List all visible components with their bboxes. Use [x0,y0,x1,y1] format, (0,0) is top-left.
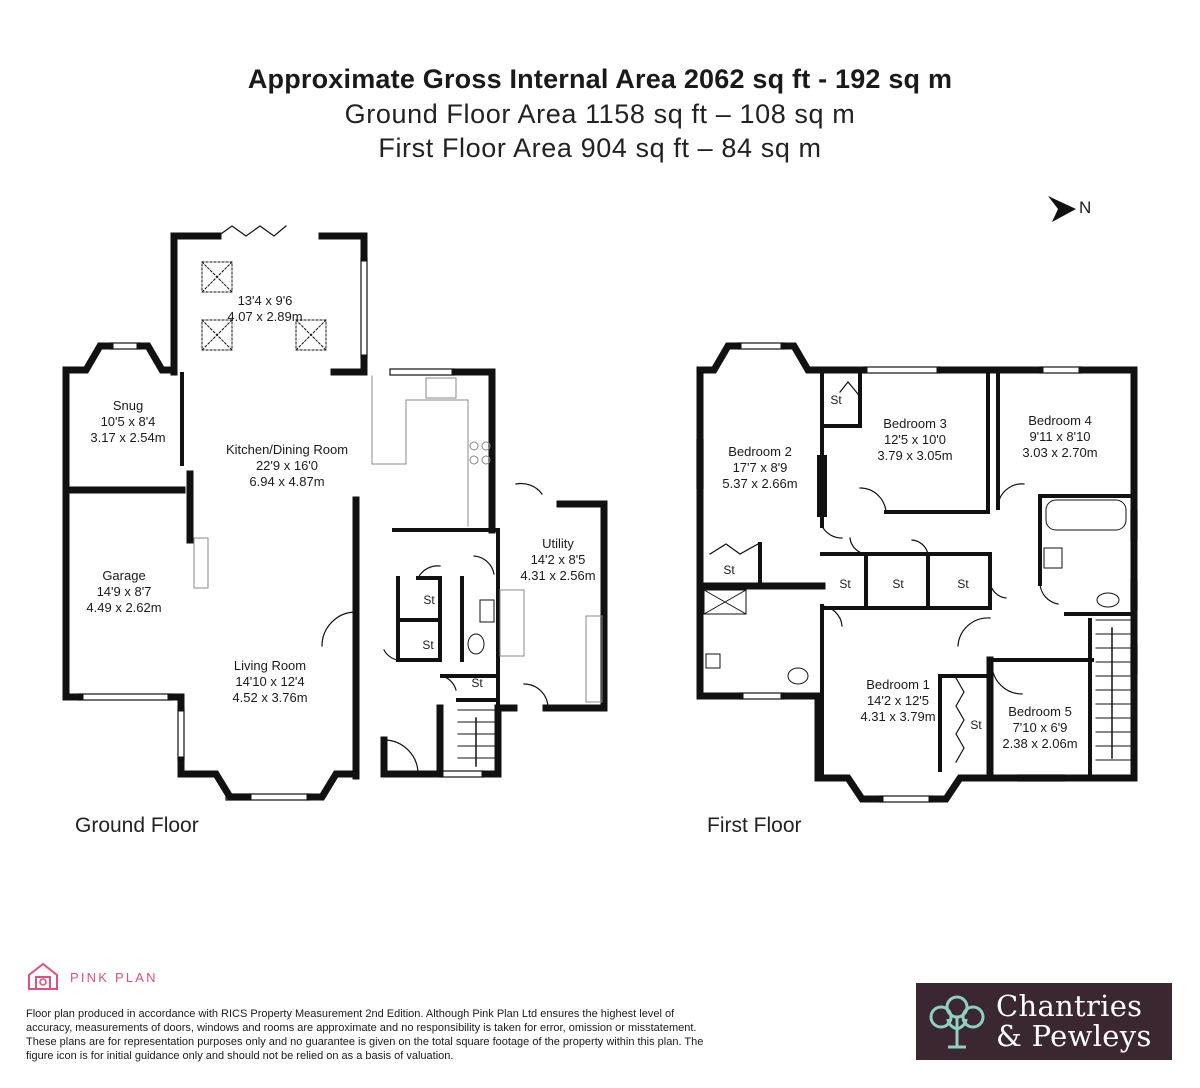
room-name: Living Room [233,658,307,673]
house-logo-icon [26,961,60,991]
north-label: N [1079,198,1092,217]
room-metric: 6.94 x 4.87m [249,474,325,489]
disclaimer-text: Floor plan produced in accordance with RICS Property Measurement 2nd Edition. Although Pink Plan Ltd ensures the highest level of accuracy, measurements of doors, windows and rooms are approximate and no responsibility is taken for error, omission or misstatement. These plans are for representation purposes only and no guarantee is given on the total square footage of the property within this plan. The figure icon is for initial guidance only and should not be relied on as a basis of valuation. [26,1008,704,1062]
pink-plan-brand: PINK PLAN [70,970,158,985]
store-label: St [957,577,969,591]
room-imperial: 14'9 x 8'7 [96,584,152,599]
room-name: Bedroom 2 [728,444,792,459]
room-name: Bedroom 3 [883,416,947,431]
agent-name-line1: Chantries [996,989,1143,1023]
store-label: St [471,676,483,690]
room-name: Kitchen/Dining Room [225,442,349,457]
bedroom-4-label [1022,413,1097,461]
bedroom-5-label [1002,704,1077,752]
room-metric: 4.07 x 2.89m [227,309,303,324]
kitchen-dining-label [226,442,348,490]
store-label: St [892,577,904,591]
room-imperial: 14'2 x 8'5 [530,552,586,567]
room-imperial: 22'9 x 16'0 [255,458,319,473]
room-metric: 4.31 x 2.56m [520,568,596,583]
room-imperial: 7'10 x 6'9 [1012,720,1068,735]
utility-label [520,536,595,584]
room-name: Bedroom 5 [1008,704,1072,719]
room-imperial: 12'5 x 10'0 [883,432,947,447]
living-room-label [232,658,307,706]
agent-logo [916,983,1172,1060]
ground-floor-title: Ground Floor [75,814,199,837]
plan-title: Approximate Gross Internal Area 2062 sq ft - 192 sq m [247,64,953,94]
agent-name-line2: & Pewleys [996,1019,1152,1053]
room-imperial: 14'2 x 12'5 [866,693,930,708]
store-label: St [422,638,434,652]
room-name: Utility [542,536,574,551]
room-imperial: 14'10 x 12'4 [235,674,305,689]
snug-label [90,398,165,446]
room-metric: 3.79 x 3.05m [877,448,953,463]
room-name: Garage [102,568,146,583]
room-metric: 3.17 x 2.54m [90,430,166,445]
first-floor-area: First Floor Area 904 sq ft – 84 sq m [378,133,822,163]
store-label: St [423,593,435,607]
first-floor-title: First Floor [707,814,802,837]
pink-plan-logo [26,961,158,991]
tree-logo-icon [926,993,988,1051]
room-name: Bedroom 1 [866,677,930,692]
garage-label [86,568,161,616]
room-imperial: 10'5 x 8'4 [100,414,156,429]
room-name: Snug [112,398,144,413]
room-imperial: 9'11 x 8'10 [1029,429,1091,444]
room-metric: 4.49 x 2.62m [86,600,162,615]
bedroom-2-label [722,444,797,492]
room-metric: 2.38 x 2.06m [1002,736,1078,751]
bedroom-1-label [860,677,935,725]
room-metric: 5.37 x 2.66m [722,476,798,491]
room-metric: 4.31 x 3.79m [860,709,936,724]
ground-floor-walls [66,236,604,797]
room-metric: 3.03 x 2.70m [1022,445,1098,460]
bedroom-3-label [877,416,952,464]
room-imperial: 13'4 x 9'6 [237,293,293,308]
room-imperial: 17'7 x 8'9 [732,460,788,475]
store-label: St [723,563,735,577]
store-label: St [970,718,982,732]
room-metric: 4.52 x 3.76m [232,690,308,705]
ground-floor-area: Ground Floor Area 1158 sq ft – 108 sq m [344,99,856,129]
room-name: Bedroom 4 [1028,413,1092,428]
store-label: St [830,393,842,407]
conservatory-label [227,293,302,325]
store-label: St [839,577,851,591]
